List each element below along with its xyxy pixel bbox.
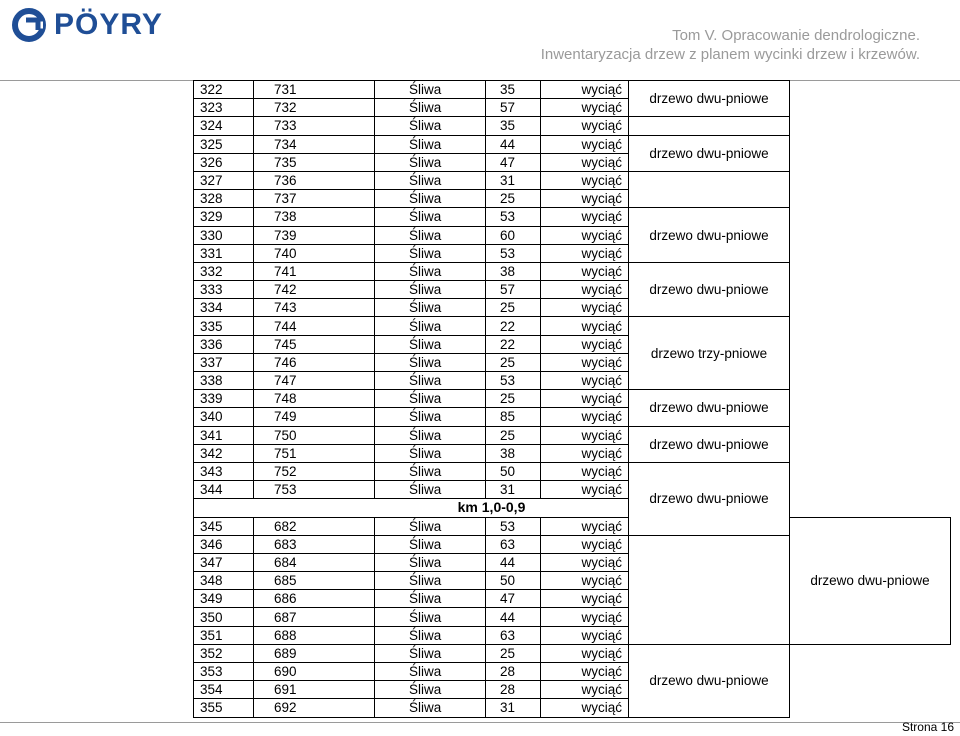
trunk-circumference-cell: 28 <box>486 681 541 699</box>
tree-number-cell: 744 <box>254 317 375 335</box>
tree-number-cell: 690 <box>254 663 375 681</box>
trunk-circumference-cell: 35 <box>486 81 541 99</box>
action-cell: wyciąć <box>541 517 629 535</box>
action-cell: wyciąć <box>541 644 629 662</box>
trunk-circumference-cell: 31 <box>486 481 541 499</box>
footer-divider <box>0 722 960 723</box>
trunk-circumference-cell: 47 <box>486 590 541 608</box>
action-cell: wyciąć <box>541 535 629 553</box>
row-number-cell: 329 <box>194 208 254 226</box>
table-row <box>194 99 951 117</box>
row-number-cell: 338 <box>194 372 254 390</box>
action-cell: wyciąć <box>541 262 629 280</box>
species-cell: Śliwa <box>375 117 486 135</box>
tree-number-cell: 752 <box>254 462 375 480</box>
row-number-cell: 348 <box>194 572 254 590</box>
tree-number-cell: 685 <box>254 572 375 590</box>
table-row <box>194 390 951 408</box>
tree-inventory-table <box>193 80 951 718</box>
tree-number-cell: 740 <box>254 244 375 262</box>
species-cell: Śliwa <box>375 81 486 99</box>
row-number-cell: 341 <box>194 426 254 444</box>
species-cell: Śliwa <box>375 135 486 153</box>
trunk-circumference-cell: 50 <box>486 572 541 590</box>
action-cell: wyciąć <box>541 608 629 626</box>
action-cell: wyciąć <box>541 572 629 590</box>
action-cell: wyciąć <box>541 390 629 408</box>
page-number: Strona 16 <box>901 720 954 734</box>
row-number-cell: 324 <box>194 117 254 135</box>
trunk-circumference-cell: 22 <box>486 335 541 353</box>
trunk-circumference-cell: 35 <box>486 117 541 135</box>
trunk-circumference-cell: 85 <box>486 408 541 426</box>
tree-number-cell: 746 <box>254 353 375 371</box>
row-number-cell: 335 <box>194 317 254 335</box>
species-cell: Śliwa <box>375 626 486 644</box>
trunk-circumference-cell: 38 <box>486 444 541 462</box>
tree-number-cell: 745 <box>254 335 375 353</box>
remarks-cell <box>629 117 790 135</box>
species-cell: Śliwa <box>375 553 486 571</box>
trunk-circumference-cell: 25 <box>486 299 541 317</box>
species-cell: Śliwa <box>375 462 486 480</box>
action-cell: wyciąć <box>541 681 629 699</box>
trunk-circumference-cell: 25 <box>486 644 541 662</box>
trunk-circumference-cell: 60 <box>486 226 541 244</box>
species-cell: Śliwa <box>375 281 486 299</box>
trunk-circumference-cell: 53 <box>486 244 541 262</box>
remarks-cell: drzewo dwu-pniowe <box>790 517 951 644</box>
brand-name: PÖYRY <box>54 8 163 41</box>
remarks-cell: drzewo dwu-pniowe <box>629 262 790 317</box>
table-row <box>194 317 951 335</box>
action-cell: wyciąć <box>541 281 629 299</box>
tree-number-cell: 741 <box>254 262 375 280</box>
action-cell: wyciąć <box>541 426 629 444</box>
table-row <box>194 444 951 462</box>
action-cell: wyciąć <box>541 553 629 571</box>
tree-number-cell: 682 <box>254 517 375 535</box>
row-number-cell: 327 <box>194 171 254 189</box>
tree-number-cell: 736 <box>254 171 375 189</box>
table-row <box>194 299 951 317</box>
species-cell: Śliwa <box>375 663 486 681</box>
remarks-cell: drzewo dwu-pniowe <box>629 462 790 535</box>
species-cell: Śliwa <box>375 408 486 426</box>
tree-number-cell: 753 <box>254 481 375 499</box>
remarks-cell: drzewo dwu-pniowe <box>629 208 790 263</box>
tree-number-cell: 751 <box>254 444 375 462</box>
action-cell: wyciąć <box>541 372 629 390</box>
row-number-cell: 355 <box>194 699 254 717</box>
species-cell: Śliwa <box>375 426 486 444</box>
table-row <box>194 372 951 390</box>
tree-number-cell: 692 <box>254 699 375 717</box>
species-cell: Śliwa <box>375 517 486 535</box>
trunk-circumference-cell: 25 <box>486 426 541 444</box>
action-cell: wyciąć <box>541 444 629 462</box>
table-row <box>194 244 951 262</box>
remarks-cell: drzewo trzy-pniowe <box>629 317 790 390</box>
tree-number-cell: 743 <box>254 299 375 317</box>
trunk-circumference-cell: 53 <box>486 517 541 535</box>
action-cell: wyciąć <box>541 81 629 99</box>
tree-number-cell: 686 <box>254 590 375 608</box>
species-cell: Śliwa <box>375 226 486 244</box>
table-row <box>194 517 951 535</box>
action-cell: wyciąć <box>541 153 629 171</box>
table-row <box>194 462 951 480</box>
species-cell: Śliwa <box>375 481 486 499</box>
row-number-cell: 322 <box>194 81 254 99</box>
trunk-circumference-cell: 28 <box>486 663 541 681</box>
row-number-cell: 325 <box>194 135 254 153</box>
remarks-cell: drzewo dwu-pniowe <box>629 135 790 171</box>
table-row <box>194 644 951 662</box>
trunk-circumference-cell: 44 <box>486 135 541 153</box>
row-number-cell: 332 <box>194 262 254 280</box>
row-number-cell: 347 <box>194 553 254 571</box>
table-row <box>194 281 951 299</box>
action-cell: wyciąć <box>541 699 629 717</box>
row-number-cell: 340 <box>194 408 254 426</box>
table-row <box>194 262 951 280</box>
trunk-circumference-cell: 25 <box>486 190 541 208</box>
row-number-cell: 333 <box>194 281 254 299</box>
row-number-cell: 342 <box>194 444 254 462</box>
trunk-circumference-cell: 25 <box>486 390 541 408</box>
action-cell: wyciąć <box>541 335 629 353</box>
action-cell: wyciąć <box>541 299 629 317</box>
table-row <box>194 681 951 699</box>
remarks-cell: drzewo dwu-pniowe <box>629 426 790 462</box>
tree-number-cell: 735 <box>254 153 375 171</box>
trunk-circumference-cell: 57 <box>486 99 541 117</box>
table-row <box>194 335 951 353</box>
tree-number-cell: 733 <box>254 117 375 135</box>
tree-number-cell: 683 <box>254 535 375 553</box>
row-number-cell: 354 <box>194 681 254 699</box>
species-cell: Śliwa <box>375 299 486 317</box>
species-cell: Śliwa <box>375 590 486 608</box>
species-cell: Śliwa <box>375 572 486 590</box>
action-cell: wyciąć <box>541 244 629 262</box>
species-cell: Śliwa <box>375 335 486 353</box>
species-cell: Śliwa <box>375 317 486 335</box>
remarks-cell: drzewo dwu-pniowe <box>629 81 790 117</box>
tree-number-cell: 748 <box>254 390 375 408</box>
trunk-circumference-cell: 44 <box>486 608 541 626</box>
tree-number-cell: 749 <box>254 408 375 426</box>
action-cell: wyciąć <box>541 99 629 117</box>
remarks-cell: drzewo dwu-pniowe <box>629 644 790 717</box>
trunk-circumference-cell: 53 <box>486 372 541 390</box>
species-cell: Śliwa <box>375 153 486 171</box>
company-logo <box>12 8 163 42</box>
document-header <box>541 26 920 64</box>
row-number-cell: 352 <box>194 644 254 662</box>
table-row <box>194 481 951 499</box>
species-cell: Śliwa <box>375 644 486 662</box>
table-row <box>194 190 951 208</box>
species-cell: Śliwa <box>375 372 486 390</box>
trunk-circumference-cell: 38 <box>486 262 541 280</box>
species-cell: Śliwa <box>375 99 486 117</box>
table-row <box>194 135 951 153</box>
species-cell: Śliwa <box>375 699 486 717</box>
section-label: km 1,0-0,9 <box>194 499 790 517</box>
row-number-cell: 349 <box>194 590 254 608</box>
table-row <box>194 353 951 371</box>
action-cell: wyciąć <box>541 408 629 426</box>
table-row <box>194 171 951 189</box>
tree-number-cell: 731 <box>254 81 375 99</box>
action-cell: wyciąć <box>541 117 629 135</box>
tree-number-cell: 689 <box>254 644 375 662</box>
row-number-cell: 351 <box>194 626 254 644</box>
table-row <box>194 226 951 244</box>
action-cell: wyciąć <box>541 171 629 189</box>
trunk-circumference-cell: 25 <box>486 353 541 371</box>
row-number-cell: 334 <box>194 299 254 317</box>
tree-number-cell: 688 <box>254 626 375 644</box>
action-cell: wyciąć <box>541 663 629 681</box>
table-row <box>194 153 951 171</box>
trunk-circumference-cell: 31 <box>486 171 541 189</box>
tree-number-cell: 742 <box>254 281 375 299</box>
tree-number-cell: 732 <box>254 99 375 117</box>
action-cell: wyciąć <box>541 226 629 244</box>
trunk-circumference-cell: 63 <box>486 626 541 644</box>
action-cell: wyciąć <box>541 353 629 371</box>
species-cell: Śliwa <box>375 171 486 189</box>
row-number-cell: 343 <box>194 462 254 480</box>
action-cell: wyciąć <box>541 626 629 644</box>
table-row <box>194 408 951 426</box>
action-cell: wyciąć <box>541 190 629 208</box>
action-cell: wyciąć <box>541 135 629 153</box>
row-number-cell: 331 <box>194 244 254 262</box>
row-number-cell: 339 <box>194 390 254 408</box>
header-line-2: Inwentaryzacja drzew z planem wycinki drzew i krzewów. <box>540 46 920 63</box>
row-number-cell: 336 <box>194 335 254 353</box>
tree-number-cell: 691 <box>254 681 375 699</box>
species-cell: Śliwa <box>375 444 486 462</box>
tree-number-cell: 750 <box>254 426 375 444</box>
table-row <box>194 117 951 135</box>
species-cell: Śliwa <box>375 681 486 699</box>
table-row <box>194 426 951 444</box>
action-cell: wyciąć <box>541 462 629 480</box>
row-number-cell: 330 <box>194 226 254 244</box>
tree-number-cell: 687 <box>254 608 375 626</box>
tree-number-cell: 684 <box>254 553 375 571</box>
row-number-cell: 353 <box>194 663 254 681</box>
table-row <box>194 663 951 681</box>
row-number-cell: 323 <box>194 99 254 117</box>
tree-number-cell: 747 <box>254 372 375 390</box>
trunk-circumference-cell: 44 <box>486 553 541 571</box>
row-number-cell: 345 <box>194 517 254 535</box>
table-row <box>194 81 951 99</box>
trunk-circumference-cell: 63 <box>486 535 541 553</box>
action-cell: wyciąć <box>541 481 629 499</box>
row-number-cell: 346 <box>194 535 254 553</box>
row-number-cell: 344 <box>194 481 254 499</box>
species-cell: Śliwa <box>375 608 486 626</box>
species-cell: Śliwa <box>375 535 486 553</box>
species-cell: Śliwa <box>375 262 486 280</box>
table-row <box>194 208 951 226</box>
row-number-cell: 337 <box>194 353 254 371</box>
trunk-circumference-cell: 47 <box>486 153 541 171</box>
header-line-1: Tom V. Opracowanie dendrologiczne. <box>672 27 920 44</box>
action-cell: wyciąć <box>541 590 629 608</box>
trunk-circumference-cell: 22 <box>486 317 541 335</box>
action-cell: wyciąć <box>541 208 629 226</box>
trunk-circumference-cell: 53 <box>486 208 541 226</box>
table-row <box>194 699 951 717</box>
section-row <box>194 499 951 517</box>
species-cell: Śliwa <box>375 208 486 226</box>
row-number-cell: 328 <box>194 190 254 208</box>
trunk-circumference-cell: 31 <box>486 699 541 717</box>
remarks-cell <box>629 171 790 207</box>
tree-number-cell: 734 <box>254 135 375 153</box>
row-number-cell: 350 <box>194 608 254 626</box>
tree-number-cell: 739 <box>254 226 375 244</box>
species-cell: Śliwa <box>375 244 486 262</box>
species-cell: Śliwa <box>375 190 486 208</box>
species-cell: Śliwa <box>375 353 486 371</box>
remarks-cell: drzewo dwu-pniowe <box>629 390 790 426</box>
tree-number-cell: 738 <box>254 208 375 226</box>
species-cell: Śliwa <box>375 390 486 408</box>
trunk-circumference-cell: 50 <box>486 462 541 480</box>
poyry-logo-icon <box>12 8 46 42</box>
tree-number-cell: 737 <box>254 190 375 208</box>
action-cell: wyciąć <box>541 317 629 335</box>
trunk-circumference-cell: 57 <box>486 281 541 299</box>
row-number-cell: 326 <box>194 153 254 171</box>
